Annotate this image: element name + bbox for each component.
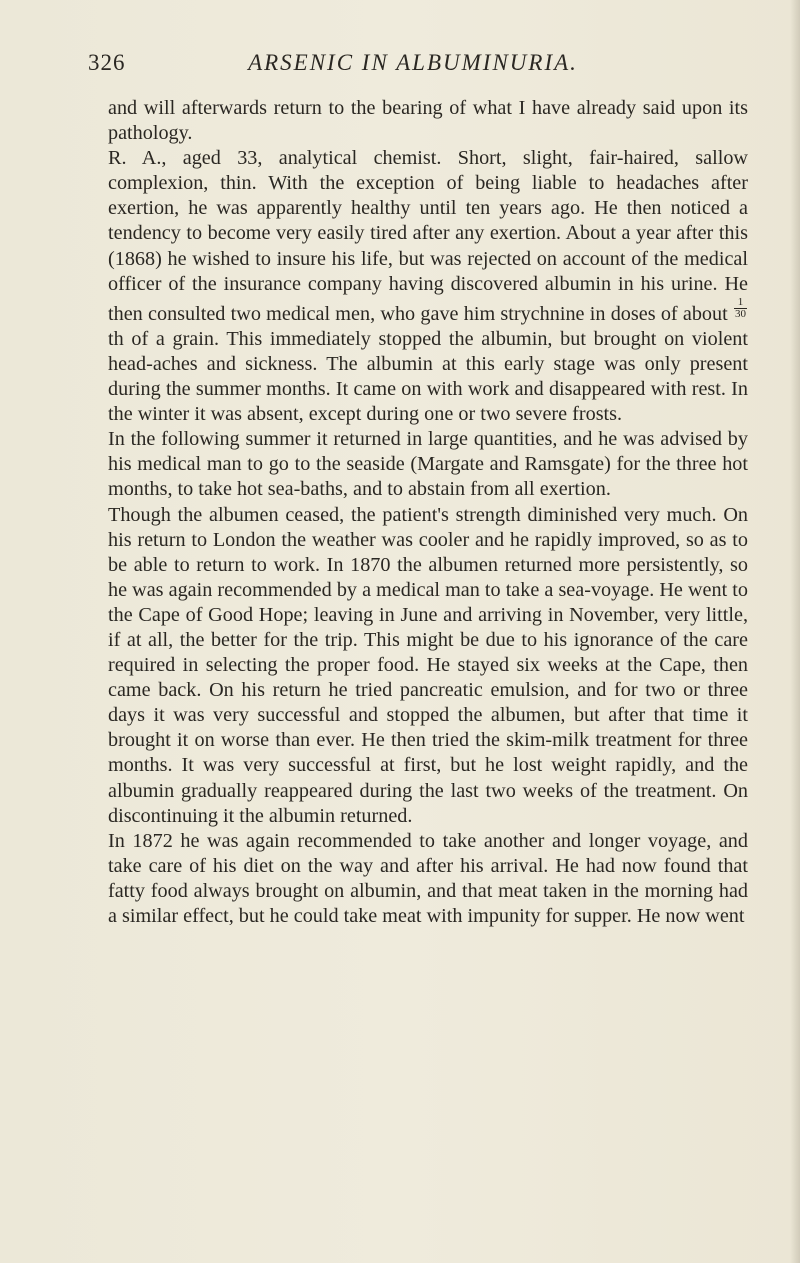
case-history-text: R. A., aged 33, analytical chemist. Short, slight, fair-haired, sallow complexion, thin. With the exception of being liable to headaches after exertion, he was apparently healthy until ten years ago. He then noticed a tendency to become very easily tired after any exertion. About a year after this (1868) he wished to insure his life, but was rejected on account of the medical officer of the insurance company having discovered albumin in his urine. He then consulted two medical men, who gave him strychnine in doses of about	[108, 147, 748, 325]
page-header	[88, 50, 738, 82]
fraction-denominator: 30	[735, 307, 746, 320]
paragraph-case-history	[108, 146, 748, 427]
case-history-continued-text: th of a grain. This immediately stopped the albumin, but brought on violent head-aches and sickness. The albumin at this early stage was only present during the summer months. It came on with work and disappeared with rest. In the winter it was absent, except during one or two severe frosts.	[108, 327, 748, 426]
running-title: ARSENIC IN ALBUMINURIA.	[248, 50, 578, 75]
page-number: 326	[88, 50, 126, 75]
paragraph-continuation: and will afterwards return to the bearing of what I have already said upon its pathology.	[108, 97, 748, 145]
dose-fraction	[734, 297, 747, 320]
page-edge-shadow	[790, 0, 800, 1263]
fraction-numerator: 1	[734, 297, 747, 309]
body-text	[108, 96, 748, 929]
paragraph-1872-voyage: In 1872 he was again recommended to take another and longer voyage, and take care of his diet on the way and after his arrival. He had now found that fatty food always brought on albumin, and that meat taken in the morning had a similar effect, but he could take meat with impunity for supper. He now went	[108, 829, 748, 927]
paragraph-albumen-ceased: Though the albumen ceased, the patient's strength diminished very much. On his return to London the weather was cooler and he rapidly improved, so as to be able to return to work. In 1870 the albumen returned more persistently, so he was again recommended by a medical man to take a sea-voyage. He went to the Cape of Good Hope; leaving in June and arriving in November, very little, if at all, the better for the trip. This might be due to his ignorance of the care required in selecting the proper food. He stayed six weeks at the Cape, then came back. On his return he tried pancreatic emulsion, and for two or three days it was very successful and stopped the albumen, but after that time it brought it on worse than ever. He then tried the skim-milk treatment for three months. It was very successful at first, but he lost weight rapidly, and the albumin gradually reappeared during the last two weeks of the treatment. On discontinuing it the albumin returned.	[108, 503, 748, 827]
paragraph-following-summer: In the following summer it returned in large quantities, and he was advised by his medical man to go to the seaside (Margate and Ramsgate) for the three hot months, to take hot sea-baths, and to abstain from all exertion.	[108, 428, 748, 501]
